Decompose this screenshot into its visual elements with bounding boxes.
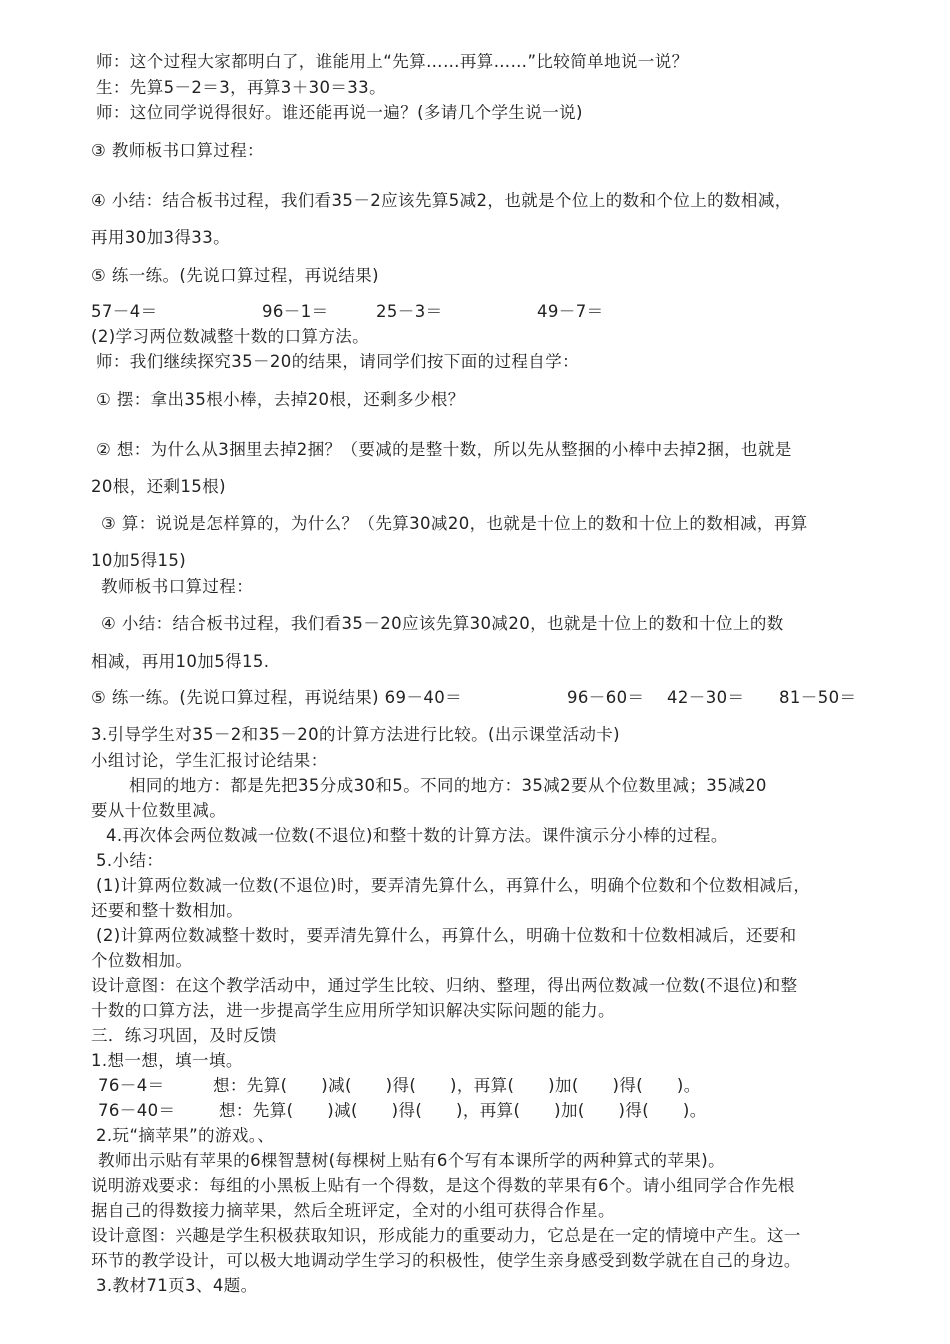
exercise-item: 96－60＝ — [567, 688, 645, 707]
fill-in-blank: 想：先算( )减( )得( )，再算( )加( )得( )。 — [219, 1101, 707, 1120]
text-line: 据自己的得数接力摘苹果，然后全班评定，全对的小组可获得合作星。 — [91, 1201, 615, 1220]
exercise-item: 96－1＝ — [262, 302, 329, 321]
text-line: 还要和整十数相加。 — [91, 901, 244, 920]
text-line: 师：我们继续探究35－20的结果，请同学们按下面的过程自学： — [96, 352, 579, 371]
text-line: 设计意图：兴趣是学生积极获取知识，形成能力的重要动力，它总是在一定的情境中产生。这一 — [91, 1226, 801, 1245]
exercise-item: 25－3＝ — [376, 302, 443, 321]
text-line: 小组讨论，学生汇报讨论结果： — [91, 751, 328, 770]
exercise-item: 81－50＝ — [779, 688, 857, 707]
text-line: 十数的口算方法，进一步提高学生应用所学知识解决实际问题的能力。 — [91, 1001, 615, 1020]
text-line: 2.玩“摘苹果”的游戏。、 — [96, 1126, 275, 1145]
text-line: 教师板书口算过程： — [101, 577, 254, 596]
text-line: ④ 小结：结合板书过程，我们看35－20应该先算30减20，也就是十位上的数和十位上的数 — [101, 614, 784, 633]
text-line: ③ 教师板书口算过程： — [91, 141, 264, 160]
text-line: ③ 算：说说是怎样算的，为什么？（先算30减20，也就是十位上的数和十位上的数相减，再算 — [101, 514, 808, 533]
text-line: 师：这个过程大家都明白了，谁能用上“先算……再算……”比较简单地说一说？ — [96, 52, 689, 71]
text-line: 5.小结： — [96, 851, 164, 870]
text-line: 说明游戏要求：每组的小黑板上贴有一个得数，是这个得数的苹果有6个。请小组同学合作先根 — [91, 1176, 795, 1195]
text-line: 要从十位数里减。 — [91, 801, 227, 820]
text-line: 个位数相加。 — [91, 951, 193, 970]
text-line: ④ 小结：结合板书过程，我们看35－2应该先算5减2，也就是个位上的数和个位上的数相减， — [91, 191, 792, 210]
text-line: 3.教材71页3、4题。 — [96, 1276, 258, 1295]
text-line: (2)学习两位数减整十数的口算方法。 — [91, 327, 370, 346]
section-heading: 三．练习巩固，及时反馈 — [91, 1026, 277, 1045]
text-line: 教师出示贴有苹果的6棵智慧树(每棵树上贴有6个写有本课所学的两种算式的苹果)。 — [98, 1151, 725, 1170]
text-line: 相减，再用10加5得15. — [91, 652, 270, 671]
text-line: (1)计算两位数减一位数(不退位)时，要弄清先算什么，再算什么，明确个位数和个位数相减后， — [96, 876, 811, 895]
text-line: 3.引导学生对35－2和35－20的计算方法进行比较。(出示课堂活动卡) — [91, 725, 621, 744]
fill-in-blank: 想：先算( )减( )得( )，再算( )加( )得( )。 — [213, 1076, 701, 1095]
text-line: 相同的地方：都是先把35分成30和5。不同的地方：35减2要从个位数里减；35减20 — [129, 776, 767, 795]
text-line: ① 摆：拿出35根小棒，去掉20根，还剩多少根？ — [96, 390, 465, 409]
text-line: (2)计算两位数减整十数时，要弄清先算什么，再算什么，明确十位数和十位数相减后，还要和 — [96, 926, 797, 945]
text-line: 设计意图：在这个教学活动中，通过学生比较、归纳、整理，得出两位数减一位数(不退位)和整 — [91, 976, 798, 995]
text-line: 10加5得15) — [91, 551, 187, 570]
exercise-item: 76－4＝ — [98, 1076, 165, 1095]
text-line: 4.再次体会两位数减一位数(不退位)和整十数的计算方法。课件演示分小棒的过程。 — [106, 826, 728, 845]
exercise-item: 76－40＝ — [98, 1101, 176, 1120]
text-line: 再用30加3得33。 — [91, 228, 230, 247]
exercise-item: 57－4＝ — [91, 302, 158, 321]
text-line: 师：这位同学说得很好。谁还能再说一遍？(多请几个学生说一说) — [96, 103, 583, 122]
text-line: 生：先算5－2＝3，再算3＋30＝33。 — [96, 78, 386, 97]
text-line: ② 想：为什么从3捆里去掉2捆？（要减的是整十数，所以先从整捆的小棒中去掉2捆，也就是 — [96, 440, 792, 459]
exercise-item: 49－7＝ — [537, 302, 604, 321]
text-line: 20根，还剩15根) — [91, 477, 226, 496]
text-line: ⑤ 练一练。(先说口算过程，再说结果) — [91, 266, 380, 285]
text-line: 1.想一想，填一填。 — [91, 1051, 243, 1070]
text-line: ⑤ 练一练。(先说口算过程，再说结果) 69－40＝ — [91, 688, 463, 707]
text-line: 环节的教学设计，可以极大地调动学生学习的积极性，使学生亲身感受到数学就在自己的身边。 — [91, 1251, 801, 1270]
exercise-item: 42－30＝ — [667, 688, 745, 707]
